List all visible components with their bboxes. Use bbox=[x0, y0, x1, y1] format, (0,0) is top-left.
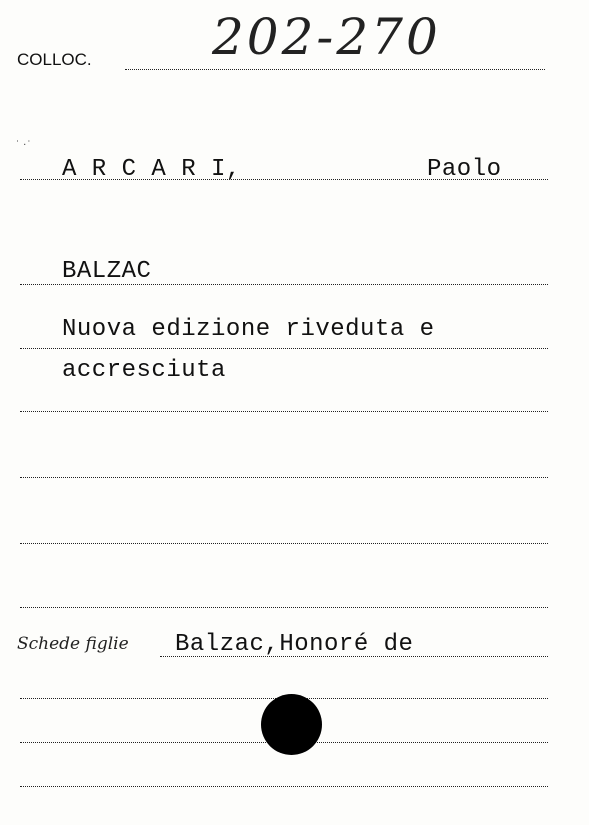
colloc-dotted-line bbox=[125, 69, 545, 70]
ink-speck: ˙ ·˙ bbox=[15, 140, 32, 151]
schede-label: Schede figlie bbox=[17, 634, 129, 654]
blank-dotted-line bbox=[20, 477, 548, 478]
blank-dotted-line bbox=[20, 607, 548, 608]
blank-dotted-line bbox=[20, 543, 548, 544]
author-surname: A R C A R I, bbox=[62, 156, 241, 183]
blank-dotted-line bbox=[20, 786, 548, 787]
edition-line-1: Nuova edizione riveduta e bbox=[62, 316, 435, 343]
colloc-label: COLLOC. bbox=[17, 50, 92, 69]
edition-dotted-line bbox=[20, 348, 548, 349]
author-forename: Paolo bbox=[427, 156, 502, 183]
edition-line-2: accresciuta bbox=[62, 357, 226, 384]
blank-dotted-line bbox=[20, 411, 548, 412]
title-main: BALZAC bbox=[62, 258, 152, 285]
punch-hole bbox=[261, 694, 322, 755]
call-number: 202-270 bbox=[212, 8, 441, 66]
schede-value: Balzac,Honoré de bbox=[175, 631, 414, 658]
